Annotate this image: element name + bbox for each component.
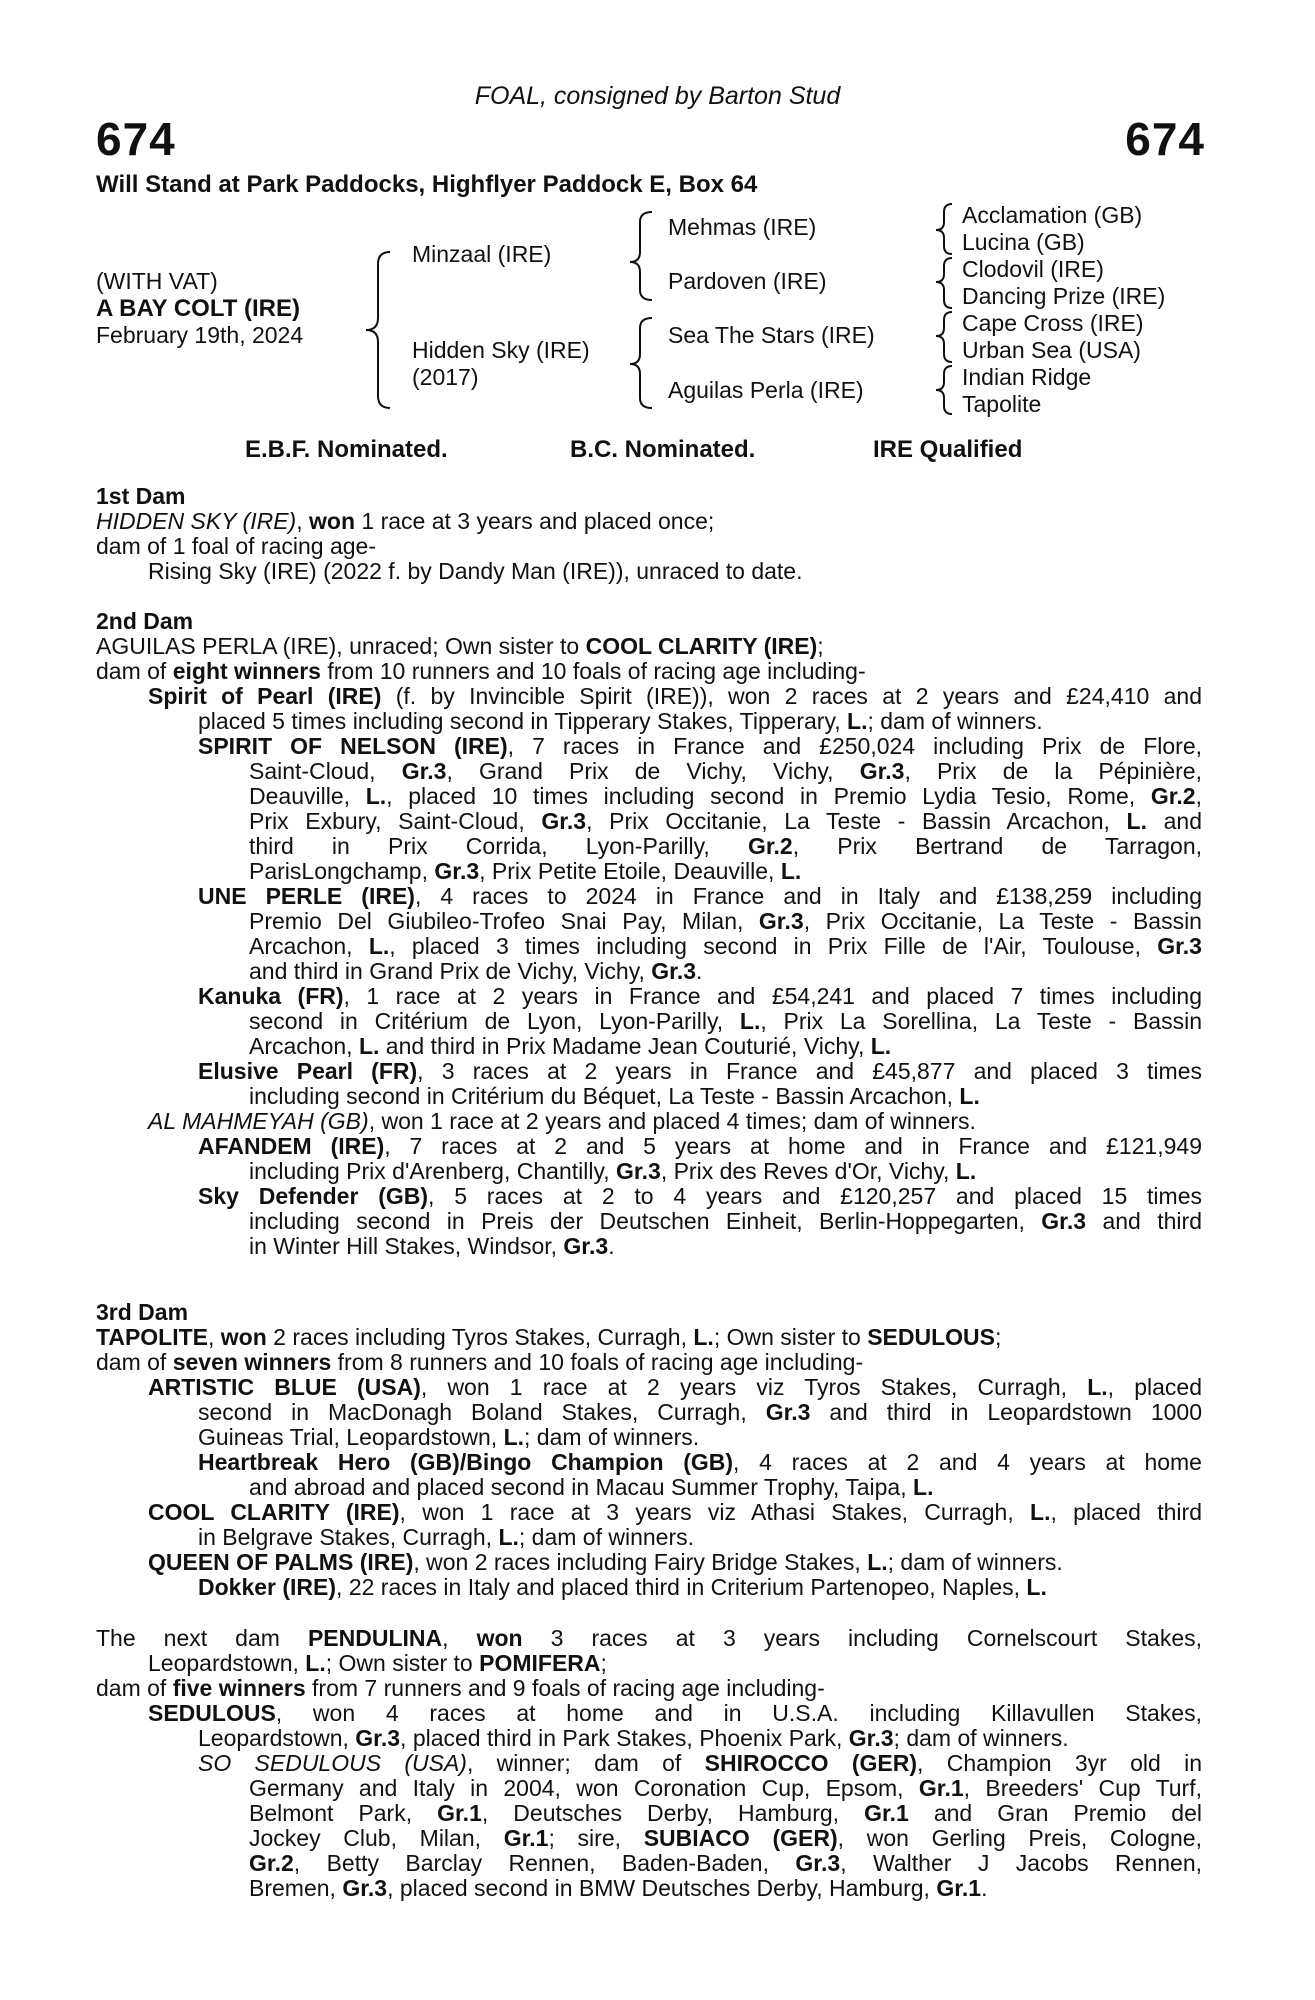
grade: Gr.1: [437, 1800, 482, 1826]
text: , 7 races at 2 and 5 years at home and in France and £121,949: [384, 1133, 1202, 1159]
text: , placed 3 times including second in Prix Fille de l'Air, Toulouse,: [389, 933, 1158, 959]
grade: L.: [847, 708, 868, 734]
ire-qualified: IRE Qualified: [873, 436, 1023, 463]
text: 3 races at 3 years including Cornelscourt Stakes,: [522, 1625, 1203, 1651]
text: , Prix La Sorellina, La Teste - Bassin: [760, 1008, 1202, 1034]
stand-location: Will Stand at Park Paddocks, Highflyer Paddock E, Box 64: [96, 171, 758, 198]
sire-sire: Mehmas (IRE): [668, 214, 817, 240]
text: dam of: [96, 658, 173, 684]
text: , Prix Occitanie, La Teste - Bassin: [803, 908, 1202, 934]
text: in Belgrave Stakes, Curragh,: [198, 1524, 499, 1550]
grade: Gr.3: [848, 1725, 894, 1751]
text: , 5 races at 2 to 4 years and £120,257 and placed 15 times: [428, 1183, 1202, 1209]
text: dam of: [96, 1675, 173, 1701]
text: , 7 races in France and £250,024 including Prix de Flore,: [507, 733, 1203, 759]
won: won: [309, 508, 355, 534]
horse: POMIFERA: [479, 1650, 601, 1676]
grade: Gr.2: [1150, 783, 1196, 809]
text: , won 1 race at 2 years and placed 4 times; dam of winners.: [368, 1108, 976, 1134]
text: and third in Grand Prix de Vichy, Vichy,: [249, 958, 652, 984]
text: , Prix des Reves d'Or, Vichy,: [660, 1158, 956, 1184]
winners-count: five winners: [172, 1675, 306, 1701]
text: , placed: [1107, 1374, 1202, 1400]
text: , won Gerling Preis, Cologne,: [837, 1825, 1202, 1851]
text: Saint-Cloud,: [249, 758, 402, 784]
text: , 22 races in Italy and placed third in Criterium Partenopeo, Naples,: [336, 1574, 1027, 1600]
text: , 4 races to 2024 in France and in Italy and £138,259 including: [414, 883, 1202, 909]
horse: Dokker (IRE): [198, 1574, 337, 1600]
bracket-sire: [630, 212, 652, 300]
grade: L.: [959, 1083, 980, 1109]
horse: SHIROCCO (GER): [704, 1750, 918, 1776]
grade: L.: [739, 1008, 761, 1034]
text: ;: [817, 633, 824, 659]
text: ,: [442, 1625, 477, 1651]
text: The next dam: [96, 1625, 308, 1651]
dam1-progeny: Rising Sky (IRE) (2022 f. by Dandy Man (IRE)), unraced to date.: [148, 558, 803, 584]
text: and abroad and placed second in Macau Summer Trophy, Taipa,: [249, 1474, 914, 1500]
text: , placed third in Park Stakes, Phoenix Park,: [400, 1725, 849, 1751]
sire: Minzaal (IRE): [412, 241, 552, 267]
won: won: [220, 1324, 267, 1350]
g3-1: Acclamation (GB): [962, 202, 1143, 228]
text: including Prix d'Arenberg, Chantilly,: [249, 1158, 617, 1184]
grade: Gr.3: [401, 758, 447, 784]
g3-5: Cape Cross (IRE): [962, 310, 1144, 336]
text: in Winter Hill Stakes, Windsor,: [249, 1233, 564, 1259]
grade: L.: [1126, 808, 1147, 834]
text: placed 5 times including second in Tipperary Stakes, Tipperary,: [198, 708, 848, 734]
text: Arcachon,: [249, 1033, 359, 1059]
grade: Gr.1: [864, 1800, 909, 1826]
third-dam-heading: 3rd Dam: [96, 1299, 189, 1325]
grade: Gr.3: [616, 1158, 661, 1184]
text: , Grand Prix de Vichy, Vichy,: [446, 758, 860, 784]
dam1-foals: dam of 1 foal of racing age-: [96, 533, 376, 559]
grade: Gr.3: [795, 1850, 841, 1876]
g3-4: Dancing Prize (IRE): [962, 283, 1166, 309]
text: Deauville,: [249, 783, 366, 809]
text: ; Own sister to: [325, 1650, 480, 1676]
text: , winner; dam of: [466, 1750, 705, 1776]
text: , Deutsches Derby, Hamburg,: [481, 1800, 865, 1826]
text: , Prix Petite Etoile, Deauville,: [479, 858, 781, 884]
horse: SPIRIT OF NELSON (IRE): [198, 733, 508, 759]
text: ;: [994, 1324, 1002, 1350]
g3-7: Indian Ridge: [962, 364, 1092, 390]
text: ; dam of winners.: [524, 1424, 700, 1450]
text: Prix Exbury, Saint-Cloud,: [249, 808, 542, 834]
text: .: [981, 1875, 988, 1901]
dam: Hidden Sky (IRE): [412, 337, 590, 363]
text: ; dam of winners.: [893, 1725, 1069, 1751]
horse: UNE PERLE (IRE): [198, 883, 415, 909]
text: and third: [1086, 1208, 1202, 1234]
g3-6: Urban Sea (USA): [962, 337, 1141, 363]
second-dam-heading: 2nd Dam: [96, 608, 194, 634]
text: , placed 10 times including second in Premio Lydia Tesio, Rome,: [386, 783, 1151, 809]
lot-number-left: 674: [96, 113, 176, 165]
text: ; sire,: [548, 1825, 644, 1851]
horse: AL MAHMEYAH (GB): [148, 1108, 369, 1134]
grade: L.: [913, 1474, 934, 1500]
grade: L.: [498, 1524, 519, 1550]
text: , Prix de la Pépinière,: [904, 758, 1202, 784]
text: ; dam of winners.: [887, 1549, 1063, 1575]
text: , Prix Bertrand de Tarragon,: [792, 833, 1202, 859]
text: third in Prix Corrida, Lyon-Parilly,: [249, 833, 748, 859]
third-dam-section: [96, 1300, 1202, 1600]
horse: SO SEDULOUS (USA): [198, 1750, 467, 1776]
bracket-dam: [630, 318, 652, 408]
text: , Betty Barclay Rennen, Baden-Baden,: [293, 1850, 796, 1876]
lot-number-right: 674: [1125, 113, 1205, 165]
sire-dam: Pardoven (IRE): [668, 268, 827, 294]
text: , Breeders' Cup Turf,: [963, 1775, 1202, 1801]
grade: Gr.3: [355, 1725, 401, 1751]
text: including second in Critérium du Béquet, La Teste - Bassin Arcachon,: [249, 1083, 960, 1109]
text: , Prix Occitanie, La Teste - Bassin Arcachon,: [586, 808, 1127, 834]
bracket-main: [366, 252, 390, 408]
text: Leopardstown,: [148, 1650, 306, 1676]
text: , won 1 race at 3 years viz Athasi Stakes, Curragh,: [399, 1499, 1031, 1525]
grade: L.: [305, 1650, 326, 1676]
text: including second in Preis der Deutschen Einheit, Berlin-Hoppegarten,: [249, 1208, 1042, 1234]
text: second in Critérium de Lyon, Lyon-Parilly,: [249, 1008, 740, 1034]
won: won: [476, 1625, 523, 1651]
text: , won 4 races at home and in U.S.A. including Killavullen Stakes,: [275, 1700, 1202, 1726]
vat-label: (WITH VAT): [96, 268, 218, 294]
g3-2: Lucina (GB): [962, 229, 1085, 255]
grade: Gr.3: [651, 958, 697, 984]
horse: PENDULINA: [307, 1625, 443, 1651]
grade: Gr.3: [541, 808, 587, 834]
text: Leopardstown,: [198, 1725, 356, 1751]
text: AGUILAS PERLA (IRE), unraced; Own sister to: [96, 633, 586, 659]
text: and Gran Premio del: [908, 1800, 1202, 1826]
text: and third in Prix Madame Jean Couturié, Vichy,: [379, 1033, 871, 1059]
horse: COOL CLARITY (IRE): [585, 633, 818, 659]
text: from 8 runners and 10 foals of racing age including-: [331, 1349, 864, 1375]
grade: Gr.1: [936, 1875, 982, 1901]
grade: L.: [368, 933, 390, 959]
next-dam-section: [96, 1626, 1202, 1901]
horse: SEDULOUS: [867, 1324, 995, 1350]
consignor: FOAL, consigned by Barton Stud: [474, 82, 841, 110]
grade: L.: [358, 1033, 380, 1059]
grade: L.: [1087, 1374, 1108, 1400]
text: 1 race at 3 years and placed once;: [355, 508, 715, 534]
grade: Gr.3: [1041, 1208, 1087, 1234]
horse: AFANDEM (IRE): [198, 1133, 385, 1159]
first-dam-heading: 1st Dam: [96, 483, 186, 509]
grade: L.: [365, 783, 387, 809]
text: from 7 runners and 9 foals of racing age including-: [305, 1675, 825, 1701]
text: Bremen,: [249, 1875, 343, 1901]
horse: ARTISTIC BLUE (USA): [148, 1374, 421, 1400]
horse: Heartbreak Hero (GB)/Bingo Champion (GB): [198, 1449, 734, 1475]
text: ,: [1195, 783, 1202, 809]
text: Jockey Club, Milan,: [249, 1825, 504, 1851]
horse: SEDULOUS: [148, 1700, 276, 1726]
dam-dam: Aguilas Perla (IRE): [668, 377, 864, 403]
grade: Gr.3: [765, 1399, 811, 1425]
text: ,: [208, 1324, 221, 1350]
text: and third in Leopardstown 1000: [810, 1399, 1202, 1425]
grade: Gr.3: [563, 1233, 609, 1259]
grade: Gr.1: [918, 1775, 964, 1801]
text: , won 2 races including Fairy Bridge Stakes,: [413, 1549, 868, 1575]
horse: Sky Defender (GB): [198, 1183, 429, 1209]
bracket-g2: [936, 258, 952, 308]
horse: QUEEN OF PALMS (IRE): [148, 1549, 414, 1575]
horse-name: A BAY COLT (IRE): [96, 295, 301, 322]
text: and: [1147, 808, 1203, 834]
text: , placed third: [1050, 1499, 1202, 1525]
horse: SUBIACO (GER): [643, 1825, 838, 1851]
g3-3: Clodovil (IRE): [962, 256, 1104, 282]
text: , placed second in BMW Deutsches Derby, Hamburg,: [387, 1875, 937, 1901]
horse: Elusive Pearl (FR): [198, 1058, 418, 1084]
text: , Champion 3yr old in: [917, 1750, 1202, 1776]
bracket-g4: [936, 366, 952, 414]
text: .: [608, 1233, 615, 1259]
text: ; dam of winners.: [867, 708, 1043, 734]
text: (f. by Invincible Spirit (IRE)), won 2 races at 2 years and £24,410 and: [381, 683, 1202, 709]
grade: L.: [780, 858, 802, 884]
g3-8: Tapolite: [962, 391, 1042, 417]
text: Guineas Trial, Leopardstown,: [198, 1424, 504, 1450]
dam1-name: HIDDEN SKY (IRE): [96, 508, 297, 534]
grade: Gr.1: [503, 1825, 549, 1851]
text: ; Own sister to: [713, 1324, 868, 1350]
text: ParisLongchamp,: [249, 858, 435, 884]
text: from 10 runners and 10 foals of racing age including-: [320, 658, 866, 684]
text: ; dam of winners.: [518, 1524, 695, 1550]
winners-count: eight winners: [172, 658, 321, 684]
text: , won 1 race at 2 years viz Tyros Stakes, Curragh,: [420, 1374, 1088, 1400]
text: , 1 race at 2 years in France and £54,241 and placed 7 times including: [343, 983, 1203, 1009]
second-dam-section: [96, 609, 1202, 1259]
text: Belmont Park,: [249, 1800, 438, 1826]
text: Premio Del Giubileo-Trofeo Snai Pay, Milan,: [249, 908, 759, 934]
grade: Gr.3: [859, 758, 905, 784]
text: , Walther J Jacobs Rennen,: [840, 1850, 1203, 1876]
grade: Gr.3: [1157, 933, 1202, 959]
text: , 4 races at 2 and 4 years at home: [733, 1449, 1202, 1475]
grade: Gr.3: [758, 908, 804, 934]
text: second in MacDonagh Boland Stakes, Curragh,: [198, 1399, 766, 1425]
grade: L.: [503, 1424, 525, 1450]
text: Arcachon,: [249, 933, 369, 959]
text: .: [696, 958, 703, 984]
text: dam of: [96, 1349, 173, 1375]
horse: Kanuka (FR): [198, 983, 344, 1009]
bc-nomination: B.C. Nominated.: [570, 436, 756, 463]
text: ,: [296, 508, 309, 534]
grade: L.: [693, 1324, 714, 1350]
grade: Gr.3: [342, 1875, 388, 1901]
dam-year: (2017): [412, 364, 479, 390]
text: Germany and Italy in 2004, won Coronation Cup, Epsom,: [249, 1775, 919, 1801]
text: ;: [600, 1650, 607, 1676]
text: 2 races including Tyros Stakes, Curragh,: [266, 1324, 694, 1350]
ebf-nomination: E.B.F. Nominated.: [245, 436, 448, 463]
grade: L.: [955, 1158, 977, 1184]
winners-count: seven winners: [172, 1349, 332, 1375]
grade: Gr.3: [434, 858, 480, 884]
horse: Spirit of Pearl (IRE): [148, 683, 382, 709]
horse: TAPOLITE: [96, 1324, 209, 1350]
grade: Gr.2: [249, 1850, 294, 1876]
grade: L.: [1030, 1499, 1051, 1525]
grade: L.: [870, 1033, 892, 1059]
bracket-g1: [936, 204, 952, 254]
bracket-g3: [936, 312, 952, 362]
first-dam-section: [96, 484, 1202, 584]
grade: L.: [867, 1549, 888, 1575]
text: , 3 races at 2 years in France and £45,877 and placed 3 times: [417, 1058, 1202, 1084]
horse: COOL CLARITY (IRE): [148, 1499, 400, 1525]
horse-dob: February 19th, 2024: [96, 322, 304, 348]
grade: Gr.2: [747, 833, 793, 859]
dam-sire: Sea The Stars (IRE): [668, 322, 875, 348]
grade: L.: [1026, 1574, 1047, 1600]
